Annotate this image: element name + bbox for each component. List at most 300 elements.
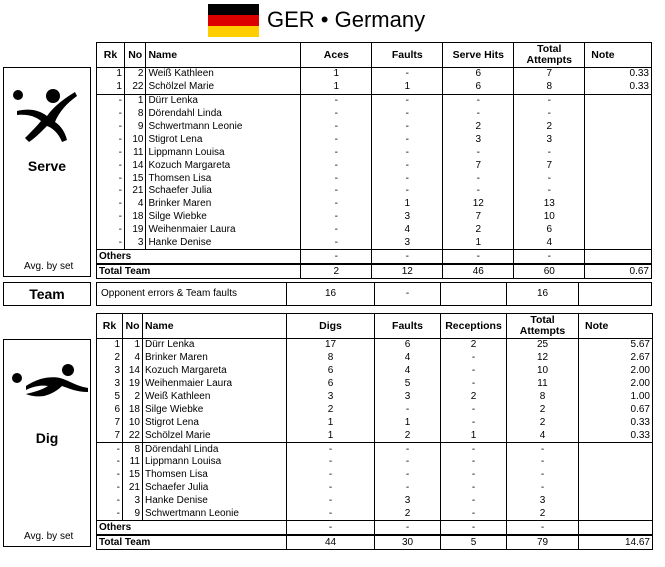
note-cell <box>579 456 653 469</box>
stat-cell: - <box>301 237 372 250</box>
stat-cell: 7 <box>443 159 514 172</box>
number-cell: 11 <box>124 146 146 159</box>
total-cell: 10 <box>507 365 579 378</box>
dig-panel <box>3 339 91 547</box>
table-row <box>97 185 652 198</box>
player-name-cell: Weiß Kathleen <box>143 391 287 404</box>
table-row <box>97 339 653 352</box>
stat-cell: - <box>301 224 372 237</box>
stat-cell: - <box>372 159 443 172</box>
table-row <box>97 378 653 391</box>
stat-cell: 1 <box>301 81 372 94</box>
table-row <box>97 121 652 134</box>
stat-cell: 1 <box>375 416 441 429</box>
stat-cell: 3 <box>372 237 443 250</box>
note-cell <box>585 94 652 107</box>
stat-cell: - <box>287 456 375 469</box>
number-cell: 14 <box>123 365 143 378</box>
others-stat-cell: - <box>372 250 443 264</box>
player-name-cell: Dürr Lenka <box>143 339 287 352</box>
player-name-cell: Schölzel Marie <box>146 81 301 94</box>
total-cell: 3 <box>507 495 579 508</box>
total-team-row <box>97 535 653 549</box>
stat-cell: 3 <box>287 391 375 404</box>
stat-cell: - <box>301 133 372 146</box>
note-cell: 2.00 <box>579 378 653 391</box>
stat-cell: 3 <box>372 211 443 224</box>
stat-cell: 7 <box>443 211 514 224</box>
stat-cell: 4 <box>375 352 441 365</box>
stat-cell: - <box>301 94 372 107</box>
player-name-cell: Lippmann Louisa <box>146 146 301 159</box>
player-name-cell: Silge Wiebke <box>146 211 301 224</box>
total-stat-cell: 46 <box>443 264 514 278</box>
volleyball-dig-icon <box>8 364 90 400</box>
total-cell: 25 <box>507 339 579 352</box>
stat-cell: 1 <box>301 68 372 81</box>
stat-cell: - <box>372 185 443 198</box>
player-name-cell: Brinker Maren <box>143 352 287 365</box>
number-cell: 15 <box>124 172 146 185</box>
stat-cell: 6 <box>443 81 514 94</box>
dig-label: Dig <box>35 430 59 446</box>
note-cell <box>585 224 652 237</box>
table-row <box>97 365 653 378</box>
team-hits <box>441 283 507 305</box>
stat-cell: - <box>301 211 372 224</box>
player-name-cell: Thomsen Lisa <box>143 469 287 482</box>
dig-table <box>96 313 653 550</box>
note-cell <box>585 237 652 250</box>
others-stat-cell: - <box>507 521 579 535</box>
table-row <box>97 352 653 365</box>
note-cell: 0.33 <box>579 429 653 442</box>
rank-cell: - <box>97 94 125 107</box>
total-cell: 8 <box>514 81 585 94</box>
number-cell: 21 <box>124 185 146 198</box>
flag-stripe-red <box>208 15 259 26</box>
table-row <box>97 94 652 107</box>
stat-cell: - <box>441 416 507 429</box>
table-row <box>97 482 653 495</box>
stat-cell: - <box>443 108 514 121</box>
player-name-cell: Dörendahl Linda <box>146 108 301 121</box>
col-header-name: Name <box>146 43 301 68</box>
stat-cell: - <box>441 495 507 508</box>
stat-cell: 2 <box>375 429 441 442</box>
note-cell: 5.67 <box>579 339 653 352</box>
serve-label: Serve <box>27 158 67 174</box>
stat-cell: - <box>372 172 443 185</box>
dig-header-row <box>97 314 653 339</box>
stat-cell: - <box>441 469 507 482</box>
note-cell: 0.33 <box>579 416 653 429</box>
number-cell: 3 <box>123 495 143 508</box>
number-cell: 3 <box>124 237 146 250</box>
stat-cell: - <box>301 108 372 121</box>
col-header-note: Note <box>579 314 653 339</box>
note-cell <box>579 482 653 495</box>
player-name-cell: Weiß Kathleen <box>146 68 301 81</box>
col-header-note: Note <box>585 43 652 68</box>
number-cell: 8 <box>123 443 143 456</box>
number-cell: 1 <box>123 339 143 352</box>
number-cell: 18 <box>124 211 146 224</box>
stat-cell: 2 <box>441 339 507 352</box>
note-cell: 0.67 <box>579 403 653 416</box>
stat-cell: 17 <box>287 339 375 352</box>
number-cell: 19 <box>123 378 143 391</box>
dig-avg-label: Avg. by set <box>24 531 74 542</box>
note-cell <box>579 469 653 482</box>
stat-cell: - <box>301 146 372 159</box>
stat-cell: - <box>372 94 443 107</box>
total-cell: 7 <box>514 68 585 81</box>
rank-cell: - <box>97 482 123 495</box>
rank-cell: - <box>97 469 123 482</box>
total-cell: 4 <box>514 237 585 250</box>
stat-cell: 1 <box>441 429 507 442</box>
serve-panel <box>3 67 91 277</box>
serve-table <box>96 42 652 279</box>
total-cell: - <box>507 469 579 482</box>
rank-cell: - <box>97 198 125 211</box>
stat-cell: - <box>375 469 441 482</box>
germany-flag-icon <box>208 4 259 37</box>
total-cell: - <box>514 172 585 185</box>
total-label: Total Team <box>97 264 301 278</box>
team-panel <box>3 282 91 306</box>
others-note-cell <box>585 250 652 264</box>
serve-header-row <box>97 43 652 68</box>
total-cell: 13 <box>514 198 585 211</box>
stat-cell: 2 <box>441 391 507 404</box>
stat-cell: - <box>287 469 375 482</box>
table-row <box>97 108 652 121</box>
rank-cell: - <box>97 224 125 237</box>
total-note-cell: 14.67 <box>579 535 653 549</box>
stat-cell: 1 <box>443 237 514 250</box>
others-label: Others <box>97 250 301 264</box>
stat-cell: 3 <box>443 133 514 146</box>
rank-cell: - <box>97 456 123 469</box>
others-row <box>97 521 653 535</box>
rank-cell: - <box>97 146 125 159</box>
player-name-cell: Dürr Lenka <box>146 94 301 107</box>
rank-cell: 1 <box>97 68 125 81</box>
stat-cell: - <box>287 508 375 521</box>
stat-cell: - <box>441 378 507 391</box>
total-cell: - <box>514 185 585 198</box>
number-cell: 8 <box>124 108 146 121</box>
stat-cell: - <box>372 133 443 146</box>
player-name-cell: Stigrot Lena <box>146 133 301 146</box>
player-name-cell: Schaefer Julia <box>146 185 301 198</box>
stat-cell: - <box>443 172 514 185</box>
rank-cell: 6 <box>97 403 123 416</box>
team-total-attempts: 16 <box>507 283 579 305</box>
total-cell: - <box>514 94 585 107</box>
rank-cell: 1 <box>97 339 123 352</box>
col-header-total-attempts: Total Attempts <box>507 314 579 339</box>
stat-cell: - <box>443 94 514 107</box>
total-cell: - <box>507 443 579 456</box>
total-cell: 4 <box>507 429 579 442</box>
number-cell: 22 <box>124 81 146 94</box>
others-stat-cell: - <box>287 521 375 535</box>
stat-cell: - <box>301 121 372 134</box>
total-cell: - <box>507 482 579 495</box>
table-row <box>97 456 653 469</box>
table-row <box>97 495 653 508</box>
total-cell: 3 <box>514 133 585 146</box>
number-cell: 4 <box>123 352 143 365</box>
rank-cell: 5 <box>97 391 123 404</box>
total-cell: 2 <box>507 403 579 416</box>
total-stat-cell: 60 <box>514 264 585 278</box>
player-name-cell: Kozuch Margareta <box>143 365 287 378</box>
col-header-no: No <box>123 314 143 339</box>
others-note-cell <box>579 521 653 535</box>
note-cell <box>585 211 652 224</box>
total-cell: - <box>514 108 585 121</box>
note-cell: 2.67 <box>579 352 653 365</box>
stat-cell: - <box>301 185 372 198</box>
col-header-no: No <box>124 43 146 68</box>
team-opponent-errors: 16 <box>287 283 375 305</box>
number-cell: 2 <box>123 391 143 404</box>
note-cell: 0.33 <box>585 68 652 81</box>
table-row <box>97 146 652 159</box>
col-header-digs: Digs <box>287 314 375 339</box>
player-name-cell: Kozuch Margareta <box>146 159 301 172</box>
flag-stripe-black <box>208 4 259 15</box>
rank-cell: 7 <box>97 429 123 442</box>
note-cell <box>579 495 653 508</box>
number-cell: 2 <box>124 68 146 81</box>
col-header-faults: Faults <box>372 43 443 68</box>
col-header-faults: Faults <box>375 314 441 339</box>
col-header-name: Name <box>143 314 287 339</box>
others-stat-cell: - <box>443 250 514 264</box>
others-stat-cell: - <box>375 521 441 535</box>
stat-cell: - <box>441 508 507 521</box>
note-cell: 1.00 <box>579 391 653 404</box>
stat-cell: - <box>372 121 443 134</box>
stat-cell: - <box>301 159 372 172</box>
col-header-total-attempts: Total Attempts <box>514 43 585 68</box>
stat-cell: - <box>372 68 443 81</box>
col-header-serve-hits: Serve Hits <box>443 43 514 68</box>
rank-cell: 7 <box>97 416 123 429</box>
team-row <box>96 282 652 306</box>
others-row <box>97 250 652 264</box>
table-row <box>97 68 652 81</box>
number-cell: 18 <box>123 403 143 416</box>
player-name-cell: Schaefer Julia <box>143 482 287 495</box>
team-note <box>579 283 651 305</box>
number-cell: 21 <box>123 482 143 495</box>
player-name-cell: Silge Wiebke <box>143 403 287 416</box>
stat-cell: 6 <box>287 365 375 378</box>
stat-cell: - <box>375 403 441 416</box>
serve-avg-label: Avg. by set <box>24 261 74 272</box>
volleyball-serve-icon <box>9 76 87 148</box>
table-row <box>97 224 652 237</box>
total-cell: 2 <box>507 508 579 521</box>
note-cell <box>585 172 652 185</box>
others-stat-cell: - <box>301 250 372 264</box>
note-cell <box>585 108 652 121</box>
stat-cell: - <box>441 443 507 456</box>
stat-cell: 2 <box>443 121 514 134</box>
note-cell <box>585 121 652 134</box>
total-cell: - <box>507 456 579 469</box>
player-name-cell: Lippmann Louisa <box>143 456 287 469</box>
stat-cell: 12 <box>443 198 514 211</box>
total-cell: 2 <box>514 121 585 134</box>
stat-cell: - <box>441 352 507 365</box>
player-name-cell: Stigrot Lena <box>143 416 287 429</box>
stat-cell: 1 <box>287 429 375 442</box>
player-name-cell: Hanke Denise <box>146 237 301 250</box>
total-cell: 10 <box>514 211 585 224</box>
stat-cell: - <box>301 172 372 185</box>
stat-cell: 2 <box>443 224 514 237</box>
stat-cell: - <box>287 482 375 495</box>
rank-cell: - <box>97 508 123 521</box>
player-name-cell: Weihenmaier Laura <box>146 224 301 237</box>
note-cell <box>585 198 652 211</box>
team-label: Team <box>29 286 65 302</box>
number-cell: 9 <box>123 508 143 521</box>
stat-cell: 6 <box>443 68 514 81</box>
table-row <box>97 172 652 185</box>
table-row <box>97 159 652 172</box>
col-header-rk: Rk <box>97 43 125 68</box>
rank-cell: - <box>97 443 123 456</box>
stat-cell: - <box>375 456 441 469</box>
total-stat-cell: 5 <box>441 535 507 549</box>
stat-cell: - <box>375 443 441 456</box>
rank-cell: - <box>97 185 125 198</box>
total-note-cell: 0.67 <box>585 264 652 278</box>
table-row <box>97 133 652 146</box>
stat-cell: - <box>287 443 375 456</box>
note-cell <box>585 159 652 172</box>
total-label: Total Team <box>97 535 287 549</box>
player-name-cell: Schölzel Marie <box>143 429 287 442</box>
team-faults: - <box>375 283 441 305</box>
note-cell <box>585 146 652 159</box>
total-cell: 6 <box>514 224 585 237</box>
stat-cell: - <box>372 146 443 159</box>
number-cell: 10 <box>124 133 146 146</box>
col-header-aces: Aces <box>301 43 372 68</box>
table-row <box>97 429 653 442</box>
rank-cell: - <box>97 133 125 146</box>
table-row <box>97 403 653 416</box>
total-cell: 8 <box>507 391 579 404</box>
others-stat-cell: - <box>441 521 507 535</box>
number-cell: 14 <box>124 159 146 172</box>
stat-cell: 5 <box>375 378 441 391</box>
serve-table-body <box>97 68 652 279</box>
rank-cell: - <box>97 495 123 508</box>
total-stat-cell: 2 <box>301 264 372 278</box>
total-stat-cell: 44 <box>287 535 375 549</box>
rank-cell: - <box>97 121 125 134</box>
number-cell: 19 <box>124 224 146 237</box>
table-row <box>97 237 652 250</box>
page-title: GER • Germany <box>267 7 426 32</box>
total-team-row <box>97 264 652 278</box>
stat-cell: 3 <box>375 391 441 404</box>
flag-stripe-gold <box>208 26 259 37</box>
player-name-cell: Hanke Denise <box>143 495 287 508</box>
stat-cell: - <box>441 365 507 378</box>
rank-cell: 1 <box>97 81 125 94</box>
stat-cell: 6 <box>287 378 375 391</box>
dig-table-body <box>97 339 653 550</box>
total-cell: - <box>514 146 585 159</box>
number-cell: 1 <box>124 94 146 107</box>
rank-cell: - <box>97 172 125 185</box>
rank-cell: 2 <box>97 352 123 365</box>
number-cell: 11 <box>123 456 143 469</box>
table-row <box>97 443 653 456</box>
rank-cell: - <box>97 237 125 250</box>
table-row <box>97 416 653 429</box>
player-name-cell: Brinker Maren <box>146 198 301 211</box>
table-row <box>97 469 653 482</box>
col-header-rk: Rk <box>97 314 123 339</box>
note-cell: 0.33 <box>585 81 652 94</box>
stat-cell: 4 <box>375 365 441 378</box>
stat-cell: 6 <box>375 339 441 352</box>
stat-cell: 3 <box>375 495 441 508</box>
number-cell: 22 <box>123 429 143 442</box>
table-row <box>97 391 653 404</box>
number-cell: 4 <box>124 198 146 211</box>
table-row <box>97 508 653 521</box>
note-cell <box>579 443 653 456</box>
player-name-cell: Schwertmann Leonie <box>143 508 287 521</box>
stat-cell: - <box>287 495 375 508</box>
stat-cell: 8 <box>287 352 375 365</box>
stat-cell: 1 <box>372 198 443 211</box>
player-name-cell: Dörendahl Linda <box>143 443 287 456</box>
player-name-cell: Schwertmann Leonie <box>146 121 301 134</box>
player-name-cell: Thomsen Lisa <box>146 172 301 185</box>
rank-cell: - <box>97 159 125 172</box>
table-row <box>97 211 652 224</box>
stat-cell: - <box>375 482 441 495</box>
note-cell: 2.00 <box>579 365 653 378</box>
stat-cell: 2 <box>287 403 375 416</box>
note-cell <box>579 508 653 521</box>
total-stat-cell: 79 <box>507 535 579 549</box>
total-cell: 12 <box>507 352 579 365</box>
stat-cell: - <box>441 403 507 416</box>
team-description: Opponent errors & Team faults <box>97 283 287 305</box>
rank-cell: - <box>97 211 125 224</box>
note-cell <box>585 185 652 198</box>
number-cell: 15 <box>123 469 143 482</box>
rank-cell: - <box>97 108 125 121</box>
others-label: Others <box>97 521 287 535</box>
total-cell: 2 <box>507 416 579 429</box>
